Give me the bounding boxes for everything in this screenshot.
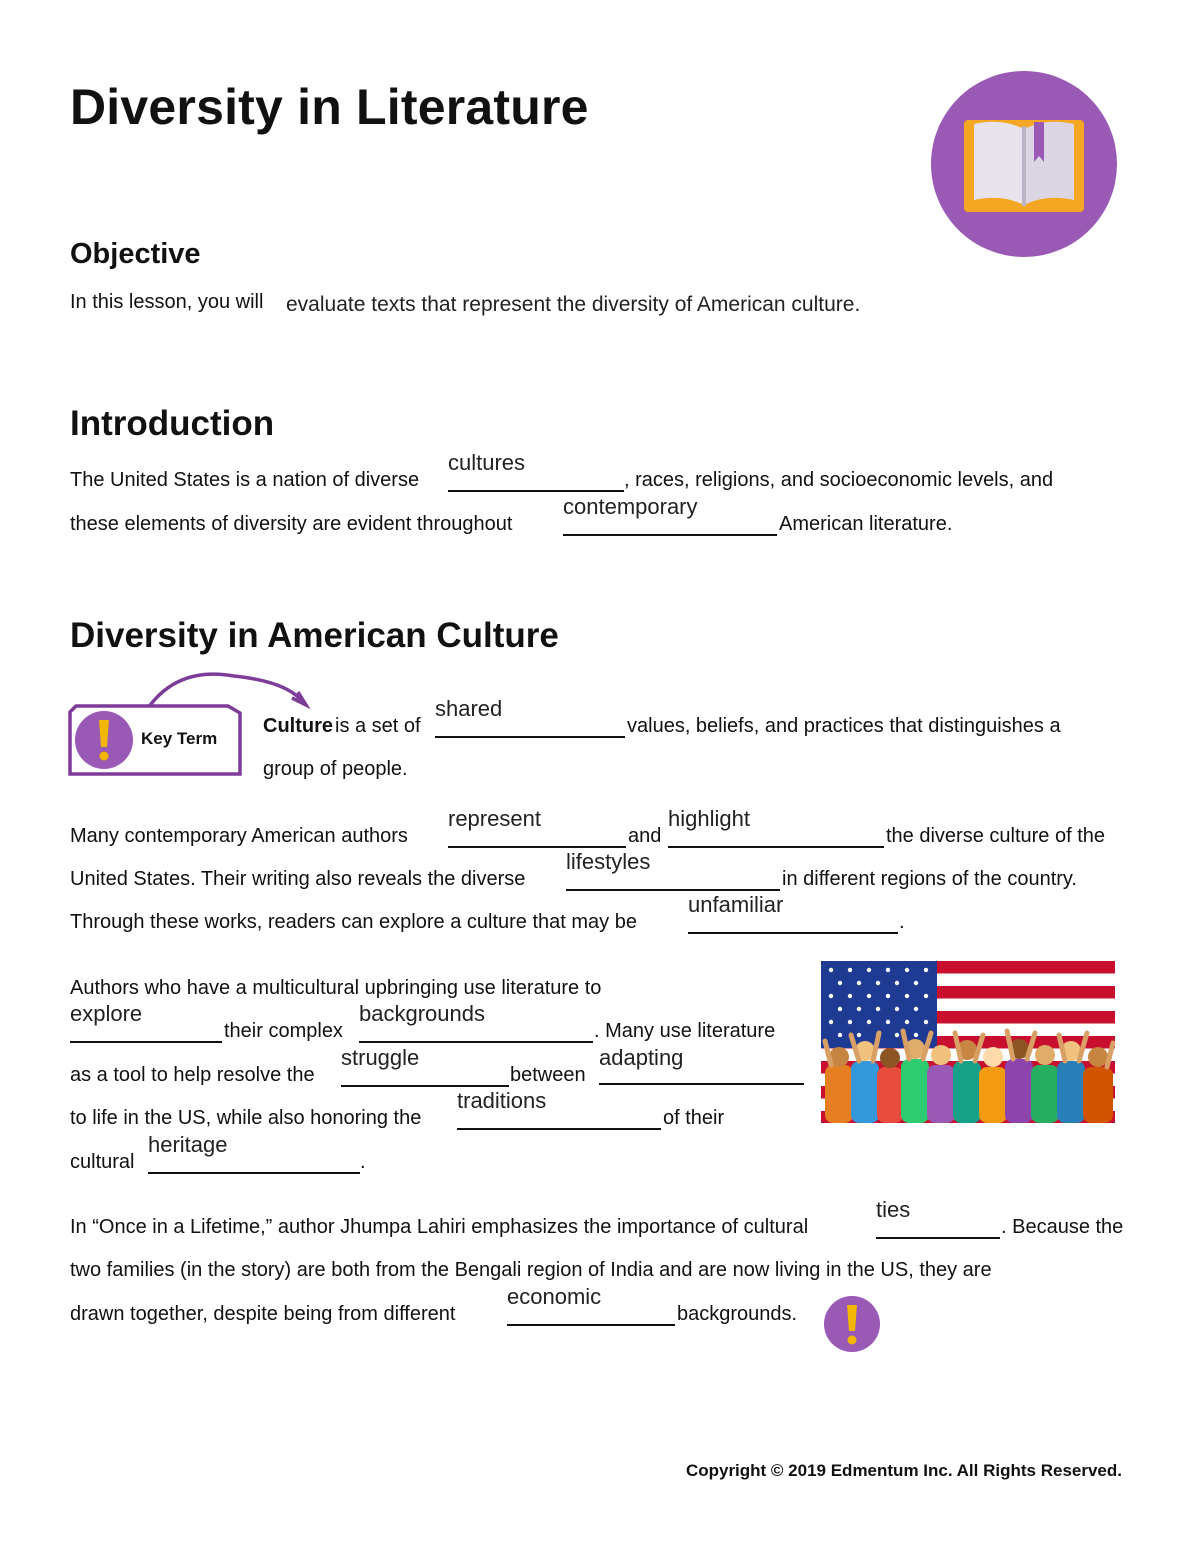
american-flag-people-image bbox=[821, 961, 1115, 1123]
answer-backgrounds: backgrounds bbox=[359, 1001, 485, 1026]
answer-cultures: cultures bbox=[448, 450, 526, 475]
introduction-heading: Introduction bbox=[70, 404, 275, 443]
blank-line bbox=[448, 846, 626, 848]
answer-represent: represent bbox=[448, 806, 541, 831]
intro-text-1b: , races, religions, and socioeconomic levels, and bbox=[624, 469, 1054, 491]
blank-line bbox=[668, 846, 884, 848]
p1-text-a: Many contemporary American authors bbox=[70, 825, 408, 847]
blank-line bbox=[448, 490, 624, 492]
p2-text-a: Authors who have a multicultural upbringing use literature to bbox=[70, 977, 602, 999]
p2-text-e: between bbox=[510, 1064, 586, 1086]
answer-shared: shared bbox=[435, 696, 503, 721]
blank-line bbox=[566, 889, 780, 891]
blank-line bbox=[507, 1324, 675, 1326]
p1-text-g: . bbox=[899, 911, 905, 933]
p2-text-d: as a tool to help resolve the bbox=[70, 1064, 315, 1086]
blank-line bbox=[876, 1237, 1000, 1239]
p3-text-a: In “Once in a Lifetime,” author Jhumpa Lahiri emphasizes the importance of cultural bbox=[70, 1216, 809, 1238]
intro-text-2b: American literature. bbox=[779, 513, 953, 535]
p3-text-b: . Because the bbox=[1001, 1216, 1124, 1238]
answer-heritage: heritage bbox=[148, 1132, 228, 1157]
definition-text-b: values, beliefs, and practices that distinguishes a bbox=[627, 715, 1061, 737]
answer-traditions: traditions bbox=[457, 1088, 547, 1113]
answer-adapting: adapting bbox=[599, 1045, 684, 1070]
objective-heading: Objective bbox=[70, 238, 201, 270]
blank-line bbox=[599, 1083, 804, 1085]
blank-line bbox=[148, 1172, 360, 1174]
p1-text-e: in different regions of the country. bbox=[782, 868, 1077, 890]
p2-text-h: cultural bbox=[70, 1151, 135, 1173]
p2-text-f: to life in the US, while also honoring the bbox=[70, 1107, 422, 1129]
p3-text-e: backgrounds. bbox=[677, 1303, 798, 1325]
copyright-text: Copyright © 2019 Edmentum Inc. All Rights Reserved. bbox=[685, 1461, 1122, 1480]
blank-line bbox=[688, 932, 898, 934]
answer-lifestyles: lifestyles bbox=[566, 849, 651, 874]
answer-contemporary: contemporary bbox=[563, 494, 698, 519]
p2-text-b: their complex bbox=[224, 1020, 343, 1042]
intro-text-1a: The United States is a nation of diverse bbox=[70, 469, 420, 491]
p1-text-b: and bbox=[628, 825, 662, 847]
objective-lead: In this lesson, you will bbox=[70, 291, 264, 313]
p1-text-c: the diverse culture of the bbox=[886, 825, 1106, 847]
objective-answer: evaluate texts that represent the diversity of American culture. bbox=[286, 293, 861, 316]
answer-unfamiliar: unfamiliar bbox=[688, 892, 784, 917]
answer-economic: economic bbox=[507, 1284, 602, 1309]
answer-highlight: highlight bbox=[668, 806, 750, 831]
blank-line bbox=[341, 1085, 509, 1087]
p1-text-f: Through these works, readers can explore a culture that may be bbox=[70, 911, 637, 933]
definition-text-c: group of people. bbox=[263, 758, 408, 780]
exclamation-icon bbox=[823, 1295, 881, 1353]
book-icon bbox=[930, 70, 1118, 258]
p1-text-d: United States. Their writing also reveals the diverse bbox=[70, 868, 526, 890]
p2-text-i: . bbox=[360, 1151, 366, 1173]
p3-text-c: two families (in the story) are both from the Bengali region of India and are now living in the US, they are bbox=[70, 1259, 992, 1281]
culture-heading: Diversity in American Culture bbox=[70, 616, 559, 655]
blank-line bbox=[563, 534, 777, 536]
p2-text-c: . Many use literature bbox=[594, 1020, 776, 1042]
blank-line bbox=[457, 1128, 661, 1130]
definition-text-a: is a set of bbox=[335, 715, 421, 737]
p3-text-d: drawn together, despite being from different bbox=[70, 1303, 456, 1325]
answer-explore: explore bbox=[70, 1001, 143, 1026]
page-title: Diversity in Literature bbox=[70, 79, 589, 135]
blank-line bbox=[70, 1041, 222, 1043]
p2-text-g: of their bbox=[663, 1107, 725, 1129]
definition-term: Culture bbox=[263, 715, 333, 737]
answer-ties: ties bbox=[876, 1197, 911, 1222]
answer-struggle: struggle bbox=[341, 1045, 420, 1070]
intro-text-2a: these elements of diversity are evident throughout bbox=[70, 513, 513, 535]
blank-line bbox=[435, 736, 625, 738]
key-term-label: Key Term bbox=[141, 729, 218, 748]
blank-line bbox=[359, 1041, 593, 1043]
